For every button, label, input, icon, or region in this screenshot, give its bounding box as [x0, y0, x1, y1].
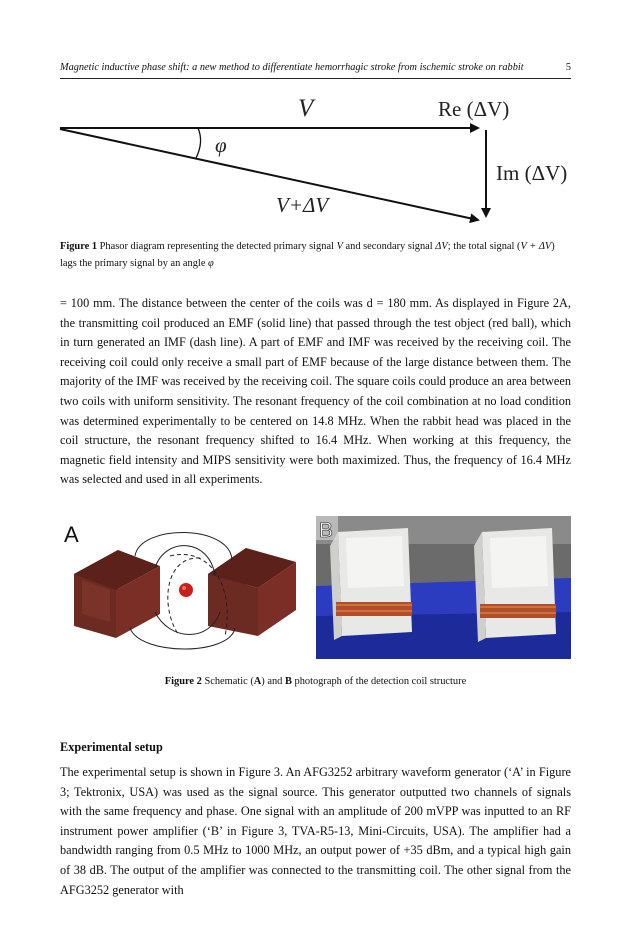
- figure1-caption-text: Phasor diagram representing the detected primary signal: [99, 241, 334, 252]
- figure1-caption-sum: V + ΔV: [520, 241, 552, 252]
- receiving-coil: [208, 548, 296, 636]
- coil-photo-right: [474, 528, 556, 642]
- test-object-ball: [179, 583, 193, 597]
- figure2-panel-a-schematic: [60, 516, 312, 659]
- panel-b-label: B: [319, 519, 334, 542]
- figure2-caption-a: A: [253, 676, 262, 687]
- label-phi: φ: [215, 133, 227, 157]
- coil-photo-left: [330, 528, 412, 640]
- figure1-caption-label: Figure 1: [60, 241, 98, 252]
- figure2-caption-text: photograph of the detection coil structure: [294, 676, 467, 687]
- running-header: [60, 62, 571, 73]
- figure2-panel-b-photo: [316, 516, 571, 659]
- panel-a-label: A: [64, 522, 79, 547]
- ball-highlight: [182, 586, 186, 590]
- figure1-caption-text: ) lags the primary signal by an angle: [60, 241, 555, 269]
- figure2-caption-text: ) and: [261, 676, 283, 687]
- figure1-caption-text: and secondary signal: [345, 241, 433, 252]
- figure2-caption-text: Schematic (: [204, 676, 254, 687]
- figure1-caption: [60, 238, 571, 272]
- header-rule: [60, 78, 571, 79]
- figure1-caption-text: ; the total signal (: [447, 241, 521, 252]
- running-title: Magnetic inductive phase shift: a new method to differentiate hemorrhagic stroke from ischemic stroke on rabbit: [60, 62, 524, 73]
- figure1-caption-dv: ΔV: [435, 241, 448, 252]
- figure2-caption-b: B: [284, 676, 292, 687]
- page-number: 5: [565, 62, 571, 73]
- figure1-caption-v: V: [336, 241, 343, 252]
- phasor-diagram: [58, 92, 574, 227]
- body-paragraph-2: The experimental setup is shown in Figure 3. An AFG3252 arbitrary waveform generator (‘A’ in Figure 3; Tektronix, USA) was used as the signal source. This generator outputted two channels of signals with the same frequency and phase. One signal with an amplitude of 200 mVPP was inputted to an RF instrument power amplifier (‘B’ in Figure 3, TVA-R5-13, Mini-Circuits, USA). The amplifier had a bandwidth ranging from 0.5 MHz to 1000 MHz, an output power of +35 dBm, and a typical high gain of 38 dB. The output of the amplifier was connected to the transmitting coil. The other signal from the AFG3252 generator with: [60, 765, 571, 897]
- sum-vector: [60, 129, 478, 220]
- label-v-plus-dv: V+ΔV: [276, 193, 329, 217]
- angle-arc: [196, 128, 201, 158]
- label-v: V: [298, 95, 314, 122]
- body-paragraph-1: = 100 mm. The distance between the center of the coils was d = 180 mm. As displayed in Figure 2A, the transmitting coil produced an EMF (solid line) that passed through the test object (red ball), which in turn generated an IMF (dash line). A part of EMF and IMF was received by the receiving coil. The receiving coil could only receive a small part of EMF because of the large distance between them. The majority of the IMF was received by the receiving coil. The square coils could produce an area between two coils with uniform sensitivity. The resonant frequency of the coil combination at no load condition was determined experimentally to be centered on 14.8 MHz. When the rabbit head was placed in the coil structure, the resonant frequency shifted to 16.4 MHz. When working at this frequency, the magnetic field intensity and MIPS sensitivity were both maximized. Thus, the frequency of 16.4 MHz was selected and used in all experiments.: [60, 296, 571, 487]
- figure1-caption-phi: φ: [208, 258, 214, 269]
- transmitting-coil: [74, 550, 160, 638]
- figure2-caption: [60, 676, 571, 687]
- label-im-dv: Im (ΔV): [496, 161, 568, 185]
- section-heading: Experimental setup: [60, 740, 163, 754]
- figure2-caption-label: Figure 2: [164, 676, 202, 687]
- label-re-dv: Re (ΔV): [438, 97, 510, 121]
